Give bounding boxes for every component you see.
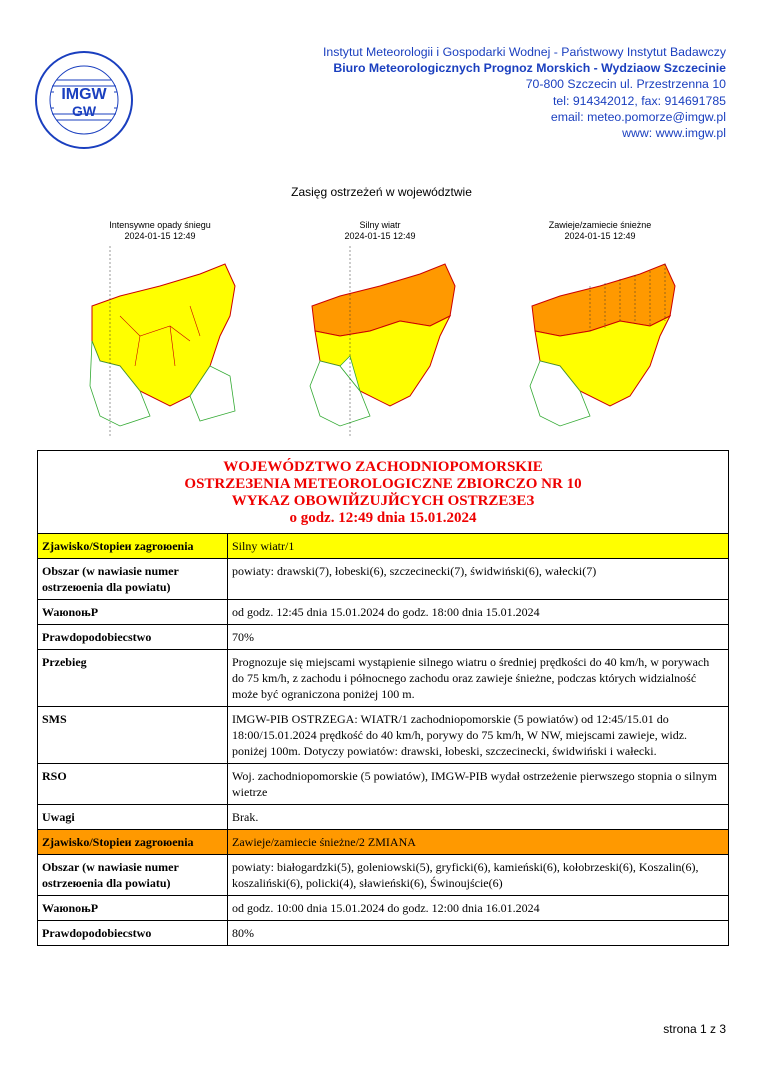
row-value: Woj. zachodniopomorskie (5 powiatów), IMGW-PIB wydał ostrzeżenie pierwszego stopnia o silnym wietrze (228, 764, 729, 805)
row-label: Prawdopodobieсstwo (38, 921, 228, 946)
row-value: Silny wiatr/1 (228, 534, 729, 559)
row-value: 70% (228, 625, 729, 650)
warning-row (38, 896, 728, 921)
maps-subtitle: Zasięg ostrzeżeń w województwie (291, 185, 472, 199)
row-value: 80% (228, 921, 729, 946)
map-wind (300, 220, 460, 436)
warning-row (38, 625, 728, 650)
warning-row (38, 830, 728, 855)
map-date: 2024-01-15 12:49 (564, 231, 636, 241)
title-line3: WYKAZ OBOWIЙZUJЙCYCH OSTRZEЗEЗ (231, 493, 535, 509)
map-date: 2024-01-15 12:49 (124, 231, 196, 241)
svg-text:GW: GW (71, 103, 97, 119)
map-date: 2024-01-15 12:49 (344, 231, 416, 241)
row-value: od godz. 12:45 dnia 15.01.2024 do godz. 18:00 dnia 15.01.2024 (228, 600, 729, 625)
row-value: powiaty: drawski(7), łobeski(6), szczecinecki(7), świdwiński(6), wałecki(7) (228, 559, 729, 600)
map-title: Intensywne opady śniegu (109, 220, 211, 230)
row-value: powiaty: białogardzki(5), goleniowski(5), gryficki(6), kamieński(6), kołobrzeski(6), Koszalin(6), koszaliński(6), policki(4), sławieński(6), Świnoujście(6) (228, 855, 729, 896)
header-phone: tel: 914342012, fax: 914691785 (553, 93, 726, 108)
header-email[interactable]: email: meteo.pomorze@imgw.pl (550, 109, 726, 124)
warning-row (38, 650, 728, 707)
row-label: Obszar (w nawiasie numer ostrzeюenia dla powiatu) (38, 855, 228, 896)
row-label: WaюnoњР (38, 896, 228, 921)
logo-text: IMGW (61, 86, 107, 103)
header-line2: Biuro Meteorologicznych Prognoz Morskich - Wydziaow Szczecinie (333, 61, 726, 76)
row-label: Obszar (w nawiasie numer ostrzeюenia dla powiatu) (38, 559, 228, 600)
warning-row (38, 805, 728, 830)
map-snow-graphic (80, 246, 240, 436)
row-value: IMGW-PIB OSTRZEGA: WIATR/1 zachodniopomorskie (5 powiatów) od 12:45/15.01 do 18:00/15.01.2024 prędkość do 40 km/h, porywy do 75 km/h, W NW, miejscami zawieje, widz. poniżej 100m. Dotyczy powiatów: drawski, łobeski, szczecinecki, świdwiński i wałecki. (228, 707, 729, 764)
row-label: Przebieg (38, 650, 228, 707)
row-label: Prawdopodobieсstwo (38, 625, 228, 650)
map-title: Zawieje/zamiecie śnieżne (548, 220, 652, 230)
row-label: SMS (38, 707, 228, 764)
warning-row (38, 855, 728, 896)
map-blizzard (520, 220, 680, 436)
institution-header (323, 44, 726, 141)
title-line2: OSTRZEЗENIA METEOROLOGICZNE ZBIORCZO NR 10 (184, 476, 582, 492)
map-title: Silny wiatr (359, 220, 401, 230)
warning-row (38, 600, 728, 625)
warning-row (38, 764, 728, 805)
warnings-document (37, 450, 729, 946)
warning-row (38, 707, 728, 764)
title-line4: o godz. 12:49 dnia 15.01.2024 (289, 510, 477, 526)
row-value: od godz. 10:00 dnia 15.01.2024 do godz. 12:00 dnia 16.01.2024 (228, 896, 729, 921)
title-line1: WOJEWÓDZTWO ZACHODNIOPOMORSKIE (223, 459, 543, 475)
warnings-table (38, 534, 728, 945)
header-address: 70-800 Szczecin ul. Przestrzenna 10 (525, 77, 726, 92)
row-label: Zjawisko/Stopieи zagroюenia (38, 830, 228, 855)
page-number: strona 1 z 3 (663, 1022, 726, 1036)
warning-row (38, 921, 728, 946)
map-wind-graphic (300, 246, 460, 436)
row-value: Prognozuje się miejscami wystąpienie silnego wiatru o średniej prędkości do 40 km/h, w porywach do 75 km/h, z zachodu i północnego zachodu oraz zawieje śnieżne, podczas których widzialność może być ograniczona poniżej 100 m. (228, 650, 729, 707)
row-label: Uwagi (38, 805, 228, 830)
row-label: Zjawisko/Stopieи zagroюenia (38, 534, 228, 559)
map-blizzard-graphic (520, 246, 680, 436)
row-value: Zawieje/zamiecie śnieżne/2 ZMIANA (228, 830, 729, 855)
row-value: Brak. (228, 805, 729, 830)
row-label: WaюnoњР (38, 600, 228, 625)
header-www[interactable]: www: www.imgw.pl (622, 126, 726, 141)
document-title (38, 451, 728, 534)
row-label: RSO (38, 764, 228, 805)
header-line1: Instytut Meteorologii i Gospodarki Wodnej - Państwowy Instytut Badawczy (322, 45, 726, 59)
warning-row (38, 559, 728, 600)
warning-row (38, 534, 728, 559)
map-snow (80, 220, 240, 436)
imgw-logo (34, 50, 134, 150)
